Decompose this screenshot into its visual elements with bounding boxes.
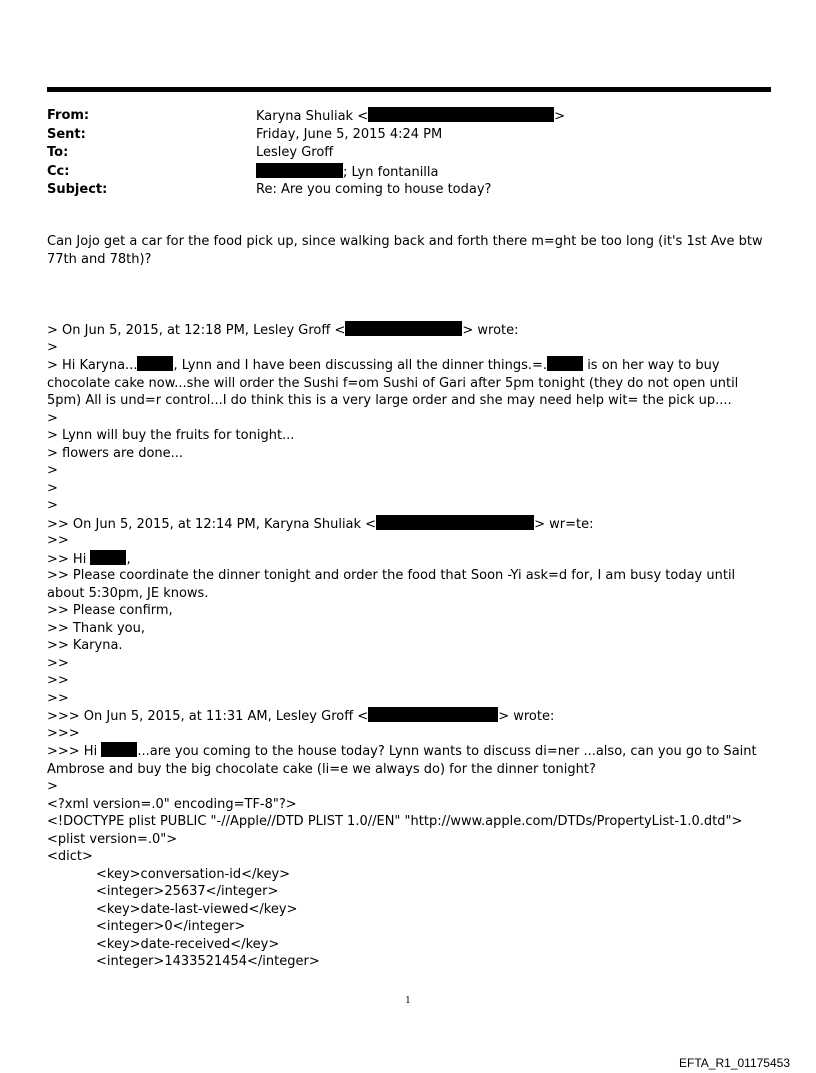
thread-text: > wr=te: [534, 516, 594, 532]
thread-line: >> Thank you, [47, 620, 145, 636]
thread-line [47, 356, 772, 410]
thread-text: >>> On Jun 5, 2015, at 11:31 AM, Lesley Groff < [47, 709, 369, 724]
redaction-box [137, 356, 173, 371]
from-row [47, 107, 565, 126]
thread-line: > flowers are done... [47, 445, 184, 461]
redaction-box [256, 163, 343, 178]
thread-text: > wrote: [462, 323, 519, 338]
cc-row [47, 163, 565, 182]
cc-text: ; Lyn fontanilla [343, 164, 439, 180]
thread-text: > wrote: [498, 709, 555, 724]
thread-text: >>> Hi [47, 744, 102, 759]
from-close: > [554, 109, 566, 124]
subject-row [47, 181, 565, 200]
subject-value: Re: Are you coming to house today? [256, 182, 492, 197]
redaction-box [547, 356, 583, 371]
thread-line [47, 707, 772, 725]
from-value [256, 107, 565, 126]
thread-line: > [47, 779, 58, 794]
thread-text: >> Hi [47, 551, 91, 567]
xml-line: <key>date-received</key> [96, 936, 280, 952]
cc-value [256, 163, 439, 182]
thread-line: > Lynn will buy the fruits for tonight... [47, 428, 295, 443]
thread-line [47, 321, 772, 339]
thread-line: >> Please confirm, [47, 603, 173, 618]
redaction-box [368, 707, 498, 722]
thread-line: >> [47, 690, 69, 706]
quoted-thread [47, 321, 772, 971]
cc-label: Cc: [47, 163, 70, 179]
bates-number: EFTA_R1_01175453 [679, 1056, 790, 1070]
thread-line [47, 550, 772, 568]
thread-line: >> [47, 673, 69, 688]
intro-text: Can Jojo get a car for the food pick up, since walking back and forth there m=ght be too long (it's 1st Ave btw 77th and 78th)? [47, 234, 763, 267]
thread-line: >> [47, 533, 69, 548]
xml-line: <integer>1433521454</integer> [96, 954, 320, 969]
thread-line: >>> [47, 725, 80, 741]
sent-row [47, 126, 565, 145]
from-name: Karyna Shuliak < [256, 109, 369, 124]
thread-line: > [47, 480, 58, 496]
page-number: 1 [405, 996, 411, 1006]
redaction-box [376, 515, 534, 530]
xml-line: <integer>25637</integer> [96, 884, 279, 899]
thread-line: > [47, 463, 58, 478]
xml-line: <integer>0</integer> [96, 919, 246, 934]
redaction-box [368, 107, 554, 122]
thread-text: > On Jun 5, 2015, at 12:18 PM, Lesley Groff < [47, 323, 346, 338]
sent-value: Friday, June 5, 2015 4:24 PM [256, 126, 443, 142]
sent-label: Sent: [47, 126, 86, 142]
redaction-box [90, 550, 126, 565]
email-header [47, 107, 565, 200]
xml-line: <key>date-last-viewed</key> [96, 901, 298, 917]
xml-line: <?xml version=.0" encoding=TF-8"?> [47, 796, 297, 812]
xml-line: <key>conversation-id</key> [96, 866, 291, 882]
subject-label: Subject: [47, 182, 108, 197]
thread-line: > [47, 498, 58, 513]
thread-line [47, 515, 772, 533]
header-rule [47, 87, 771, 92]
from-label: From: [47, 108, 90, 123]
to-value: Lesley Groff [256, 145, 334, 160]
thread-text: ...are you coming to the house today? Lynn wants to discuss di=ner ...also, can you go to Saint Ambrose and buy the big chocolate cake (li=e we always do) for the dinner tonight? [47, 744, 757, 777]
xml-line: <!DOCTYPE plist PUBLIC "-//Apple//DTD PLIST 1.0//EN" "http://www.apple.com/DTDs/PropertyList-1.0.dtd"> [47, 814, 743, 829]
redaction-box [101, 742, 137, 757]
thread-text: , [126, 551, 131, 567]
to-row [47, 144, 565, 163]
thread-line: >> Karyna. [47, 638, 123, 653]
xml-line: <plist version=.0"> [47, 831, 178, 847]
thread-text: >> On Jun 5, 2015, at 12:14 PM, Karyna Shuliak < [47, 516, 377, 532]
thread-line: >> [47, 655, 69, 671]
thread-line: >> Please coordinate the dinner tonight and order the food that Soon -Yi ask=d for, I am busy today until about 5:30pm, JE knows. [47, 568, 736, 601]
thread-line: > [47, 410, 58, 426]
thread-text: > Hi Karyna... [47, 358, 138, 373]
thread-text: is on her way to buy chocolate cake now...she will order the Sushi f=om Sushi of Gari after 5pm tonight (they do not open until 5pm) All is und=r control...I do think this is a very large order and she may need help wit= the pick up.... [47, 358, 739, 408]
xml-line: <dict> [47, 849, 93, 864]
thread-line: > [47, 339, 58, 355]
redaction-box [345, 321, 462, 336]
intro-paragraph [47, 233, 772, 268]
thread-line [47, 742, 772, 778]
thread-text: , Lynn and I have been discussing all the dinner things.=. [173, 358, 548, 373]
to-label: To: [47, 145, 69, 160]
